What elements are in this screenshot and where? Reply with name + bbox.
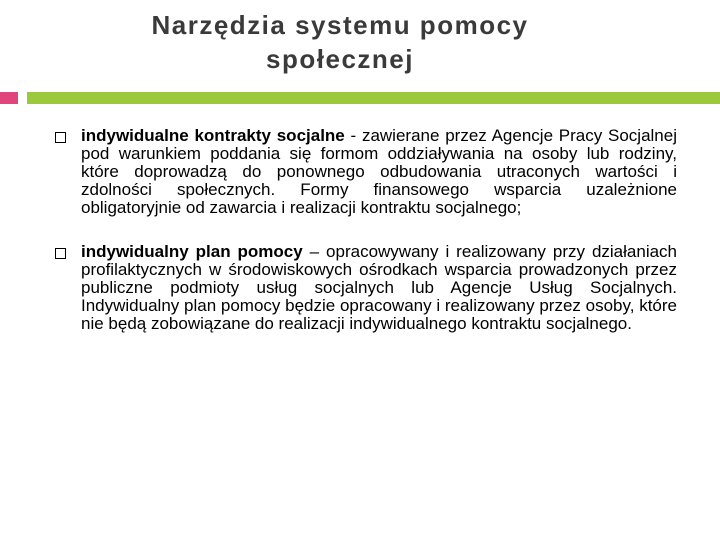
list-item-term: indywidualny plan pomocy [81, 242, 303, 261]
square-bullet-icon [55, 248, 66, 259]
list-item-term: indywidualne kontrakty socjalne [81, 126, 345, 145]
bullet-list [55, 127, 677, 359]
list-item-text [81, 127, 677, 217]
slide-title-line-1: Narzędzia systemu pomocy [151, 10, 529, 40]
list-item [55, 127, 677, 217]
list-item-description: – opracowywany i realizowany przy działaniach profilaktycznych w środowiskowych ośrodkach wsparcia prowadzonych przez publiczne podmioty usług socjalnych lub Agencje Usług Socjalnych. Indywidualny plan pomocy będzie opracowany i realizowany przez osoby, które nie będą zobowiązane do realizacji indywidualnego kontraktu socjalnego. [81, 242, 678, 333]
accent-bar-green [27, 92, 720, 104]
slide-title-line-2: społecznej [266, 44, 414, 74]
list-item-text [81, 243, 677, 333]
accent-bar-pink [0, 92, 18, 104]
list-item-description: - zawierane przez Agencje Pracy Socjalnej pod warunkiem poddania się formom oddziaływania na osoby lub rodziny, które doprowadzą do ponownego odbudowania utraconych wartości i zdolności społecznych. Formy finansowego wsparcia uzależnione obligatoryjnie od zawarcia i realizacji kontraktu socjalnego; [81, 126, 677, 217]
slide-title [90, 8, 590, 76]
list-item [55, 243, 677, 333]
square-bullet-icon [55, 132, 66, 143]
